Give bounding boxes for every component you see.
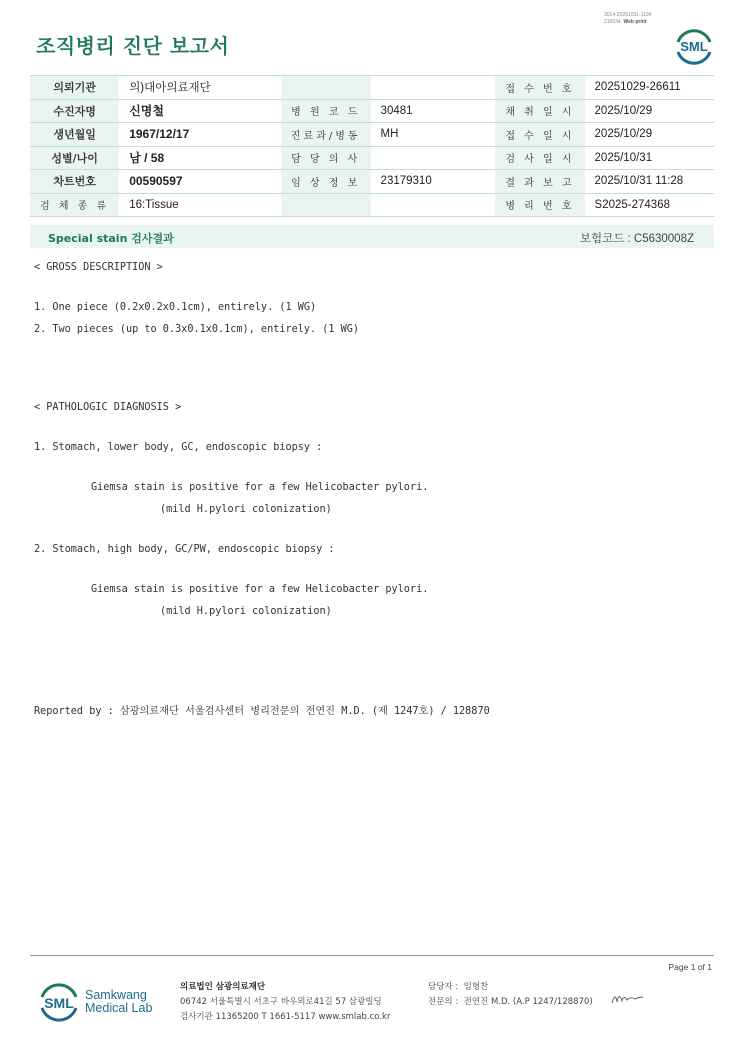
gross-item: 2. Two pieces (up to 0.3x0.1x0.1cm), entirely. (1 WG) bbox=[34, 324, 360, 335]
info-value bbox=[371, 193, 496, 217]
gross-item: 1. One piece (0.2x0.2x0.1cm), entirely. (1 WG) bbox=[34, 302, 317, 313]
info-row bbox=[30, 123, 714, 147]
info-label bbox=[281, 76, 371, 100]
info-value: 16:Tissue bbox=[119, 193, 281, 217]
sml-logo-icon bbox=[36, 980, 82, 1024]
info-value: 의)대아의료재단 bbox=[119, 76, 281, 100]
info-row bbox=[30, 99, 714, 123]
info-row bbox=[30, 146, 714, 170]
info-label: 생년월일 bbox=[30, 123, 119, 147]
svg-text:SML: SML bbox=[44, 995, 74, 1011]
info-row bbox=[30, 76, 714, 100]
info-label: 결 과 보 고 bbox=[495, 170, 584, 194]
info-value: 23179310 bbox=[371, 170, 496, 194]
org-address: 06742 서울특별시 서초구 바우뫼로41길 57 삼광빌딩 bbox=[180, 997, 382, 1007]
info-label: 병 리 번 호 bbox=[495, 193, 584, 217]
print-id-line2: 210034 Web print bbox=[604, 19, 647, 25]
info-label bbox=[281, 193, 371, 217]
info-value: 00590597 bbox=[119, 170, 281, 194]
signature-icon bbox=[610, 992, 644, 1006]
info-row bbox=[30, 193, 714, 217]
staff-info bbox=[428, 980, 593, 1010]
special-stain-section-header bbox=[30, 225, 714, 248]
info-value: 2025/10/31 11:28 bbox=[585, 170, 714, 194]
info-label: 접 수 일 시 bbox=[495, 123, 584, 147]
info-value: 신명철 bbox=[119, 99, 281, 123]
print-id bbox=[604, 12, 651, 26]
brand-name: Samkwang Medical Lab bbox=[85, 988, 153, 1015]
org-name: 의료법인 삼광의료재단 bbox=[180, 982, 266, 992]
info-label: 검 사 일 시 bbox=[495, 146, 584, 170]
info-label: 성별/나이 bbox=[30, 146, 119, 170]
info-value: 1967/12/17 bbox=[119, 123, 281, 147]
info-value: 2025/10/29 bbox=[585, 123, 714, 147]
info-value bbox=[371, 76, 496, 100]
gross-description-header: < GROSS DESCRIPTION > bbox=[34, 262, 163, 273]
organization-info bbox=[180, 980, 390, 1025]
diagnosis-note: (mild H.pylori colonization) bbox=[160, 504, 332, 515]
diagnosis-finding: Giemsa stain is positive for a few Helicobacter pylori. bbox=[91, 482, 429, 493]
info-value: 20251029-26611 bbox=[585, 76, 714, 100]
sml-logo-icon bbox=[672, 26, 716, 66]
info-label: 담 당 의 사 bbox=[281, 146, 371, 170]
info-value: 2025/10/29 bbox=[585, 99, 714, 123]
specialist-line: 전문의 : 전연진 M.D. (A.P 1247/128870) bbox=[428, 997, 593, 1007]
diagnosis-finding: Giemsa stain is positive for a few Helicobacter pylori. bbox=[91, 584, 429, 595]
pathologic-diagnosis-header: < PATHOLOGIC DIAGNOSIS > bbox=[34, 402, 182, 413]
reported-by: Reported by : 삼광의료재단 서울검사센터 병리전문의 전연진 M.D. (제 1247호) / 128870 bbox=[34, 706, 490, 717]
info-value: S2025-274368 bbox=[585, 193, 714, 217]
print-id-line1: 3014-20251031-1134 bbox=[604, 12, 652, 18]
patient-info-table bbox=[30, 75, 714, 217]
info-label: 임 상 정 보 bbox=[281, 170, 371, 194]
diagnosis-note: (mild H.pylori colonization) bbox=[160, 606, 332, 617]
page-number: Page 1 of 1 bbox=[668, 962, 712, 972]
footer-divider bbox=[30, 955, 714, 956]
org-contact: 검사기관 11365200 T 1661-5117 www.smlab.co.kr bbox=[180, 1012, 391, 1022]
page-title: 조직병리 진단 보고서 bbox=[36, 34, 230, 58]
staff-line: 담당자 : 임형찬 bbox=[428, 982, 489, 992]
info-value: 30481 bbox=[371, 99, 496, 123]
info-label: 의뢰기관 bbox=[30, 76, 119, 100]
info-row bbox=[30, 170, 714, 194]
diagnosis-site: 1. Stomach, lower body, GC, endoscopic biopsy : bbox=[34, 442, 323, 453]
section-title: Special stain 검사결과 bbox=[48, 232, 174, 245]
info-label: 진료과/병동 bbox=[281, 123, 371, 147]
info-label: 수진자명 bbox=[30, 99, 119, 123]
insurance-code: 보험코드 : C5630008Z bbox=[579, 233, 694, 245]
info-label: 병 원 코 드 bbox=[281, 99, 371, 123]
info-value: 2025/10/31 bbox=[585, 146, 714, 170]
info-value: 남 / 58 bbox=[119, 146, 281, 170]
info-value bbox=[371, 146, 496, 170]
info-value: MH bbox=[371, 123, 496, 147]
svg-text:SML: SML bbox=[680, 39, 708, 54]
info-label: 채 취 일 시 bbox=[495, 99, 584, 123]
info-label: 차트번호 bbox=[30, 170, 119, 194]
diagnosis-site: 2. Stomach, high body, GC/PW, endoscopic biopsy : bbox=[34, 544, 335, 555]
info-label: 접 수 번 호 bbox=[495, 76, 584, 100]
info-label: 검 체 종 류 bbox=[30, 193, 119, 217]
